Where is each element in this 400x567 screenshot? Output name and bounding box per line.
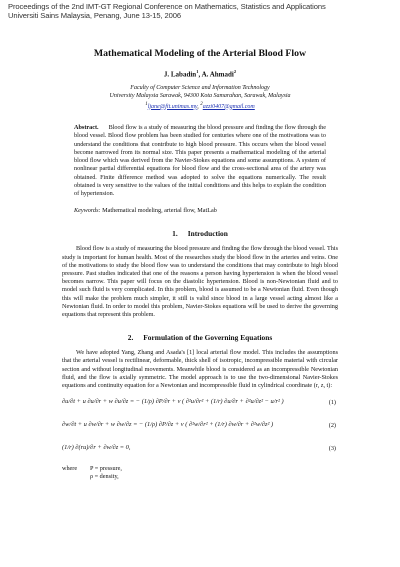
email-1-sup: 1 [145, 101, 148, 107]
formulation-paragraph [62, 349, 338, 390]
header-line-2: Universiti Sains Malaysia, Penang, June 13-15, 2006 [8, 11, 182, 21]
keywords-text: Mathematical modeling, arterial flow, MatLab [102, 207, 217, 215]
author-1: J. Labadin [163, 70, 197, 79]
where-label: where [62, 465, 78, 473]
equation-1 [62, 393, 338, 413]
abstract [74, 124, 326, 198]
paper-title: Mathematical Modeling of the Arterial Blood Flow [93, 48, 307, 59]
introduction-paragraph [62, 245, 338, 319]
definition-row [62, 473, 338, 481]
affiliation-line-1: Faculty of Computer Science and Information Technology [130, 85, 270, 92]
author-separator: , [198, 70, 202, 79]
equation-1-body: ∂u/∂t + u ∂u/∂r + w ∂u/∂z = − (1/ρ) ∂P/∂r + ν ( ∂²u/∂r² + (1/r) ∂u/∂r + ∂²u/∂z² − u/r² ) [62, 398, 284, 406]
keywords-label: Keywords: [74, 207, 101, 215]
section-heading-introduction [62, 229, 338, 238]
affiliation [62, 85, 338, 111]
definition-density: ρ = density, [90, 473, 119, 481]
email-2-sup: 2 [200, 101, 203, 107]
affiliation-line-2: University Malaysia Sarawak, 94300 Kota Samarahan, Sarawak, Malaysia [109, 92, 291, 99]
email-separator: , [197, 103, 201, 110]
paper-page [62, 48, 338, 482]
formulation-text: We have adopted Yang, Zhang and Asada's [1] local arterial flow model. This includes the assumptions that the arterial vessel is rectilinear, deformable, thick shell of isotropic, incompressible material with circular section and without longitudinal movements. Meanwhile blood is considered as an incompressible Newtonian fluid, and the flow is axially symmetric. The model approach is to use the two-dimensional Navier-Stokes equations and continuity equation for a Newtonian and incompressible fluid in cylindrical coordinate (r, z, t): [62, 349, 338, 389]
equation-3 [62, 439, 338, 459]
equation-2 [62, 416, 338, 436]
email-link-2[interactable]: azzi0407@gmail.com [202, 103, 255, 110]
section-title: Introduction [187, 229, 228, 239]
section-number: 2. [127, 333, 134, 343]
definition-pressure: P = pressure, [90, 465, 122, 473]
author-1-sup: 1 [196, 69, 199, 74]
equation-number: (1) [328, 399, 336, 407]
keywords [74, 207, 326, 215]
section-number: 1. [172, 229, 178, 239]
abstract-label: Abstract. [74, 124, 99, 132]
equation-3-body: (1/r) ∂(ru)/∂r + ∂w/∂z = 0, [62, 444, 131, 452]
email-line [62, 101, 338, 112]
header-line-1: Proceedings of the 2nd IMT-GT Regional Conference on Mathematics, Statistics and Applications [8, 2, 326, 11]
equation-number: (3) [328, 445, 336, 453]
author-2: A. Ahmadi [201, 70, 234, 79]
abstract-text: Blood flow is a study of measuring the blood pressure and finding the flow through the blood vessel. Blood flow problem has been studied for centuries where one of the motivations was to understand the conditions that contribute to high blood pressure. This occurs when the blood vessel become narrowed from its normal size. This paper presents a mathematical modeling of the arterial blood flow which was derived from the Navier-Stokes equations and some assumptions. A system of nonlinear partial differential equations for blood flow and the cross-sectional area of the artery was obtained. Finite difference method was adopted to solve the equations numerically. The result obtained is very sensitive to the values of the initial conditions and this helps to explain the condition of hypertension. [74, 124, 327, 198]
authors [62, 69, 338, 78]
equation-2-body: ∂w/∂t + u ∂w/∂r + w ∂w/∂z = − (1/ρ) ∂P/∂z + ν ( ∂²w/∂r² + (1/r) ∂w/∂r + ∂²w/∂z² ) [62, 421, 274, 429]
definition-row [62, 465, 338, 473]
section-title: Formulation of the Governing Equations [143, 333, 273, 343]
email-link-1[interactable]: ljane@fit.unimas.my [147, 103, 198, 110]
author-2-sup: 2 [233, 69, 237, 74]
variable-definitions [62, 465, 338, 481]
equation-number: (2) [328, 422, 336, 430]
introduction-text: Blood flow is a study of measuring the blood pressure and finding the flow through the blood vessel. This study is important for human health. Most of the researches study the blood flow in the arteries and veins. One of the motivations to study the blood flow was to understand the conditions that may contribute to high blood pressure. Past studies indicated that one of the reasons a person having hypertension is when the blood vessel becomes narrow. This paper will focus on the diastolic hypertension. Blood is non-Newtonian fluid and to model such fluid is very complicated. In this problem, blood is assumed to be a Newtonian fluid. Even though this will make the problem much simpler, it still is valid since blood in a large vessel acting almost like a Newtonian fluid. In order to model this problem, Navier-Stokes equations will be used to derive the governing equations that represent this problem. [62, 245, 338, 318]
conference-header [8, 2, 392, 20]
section-heading-formulation [62, 333, 338, 342]
